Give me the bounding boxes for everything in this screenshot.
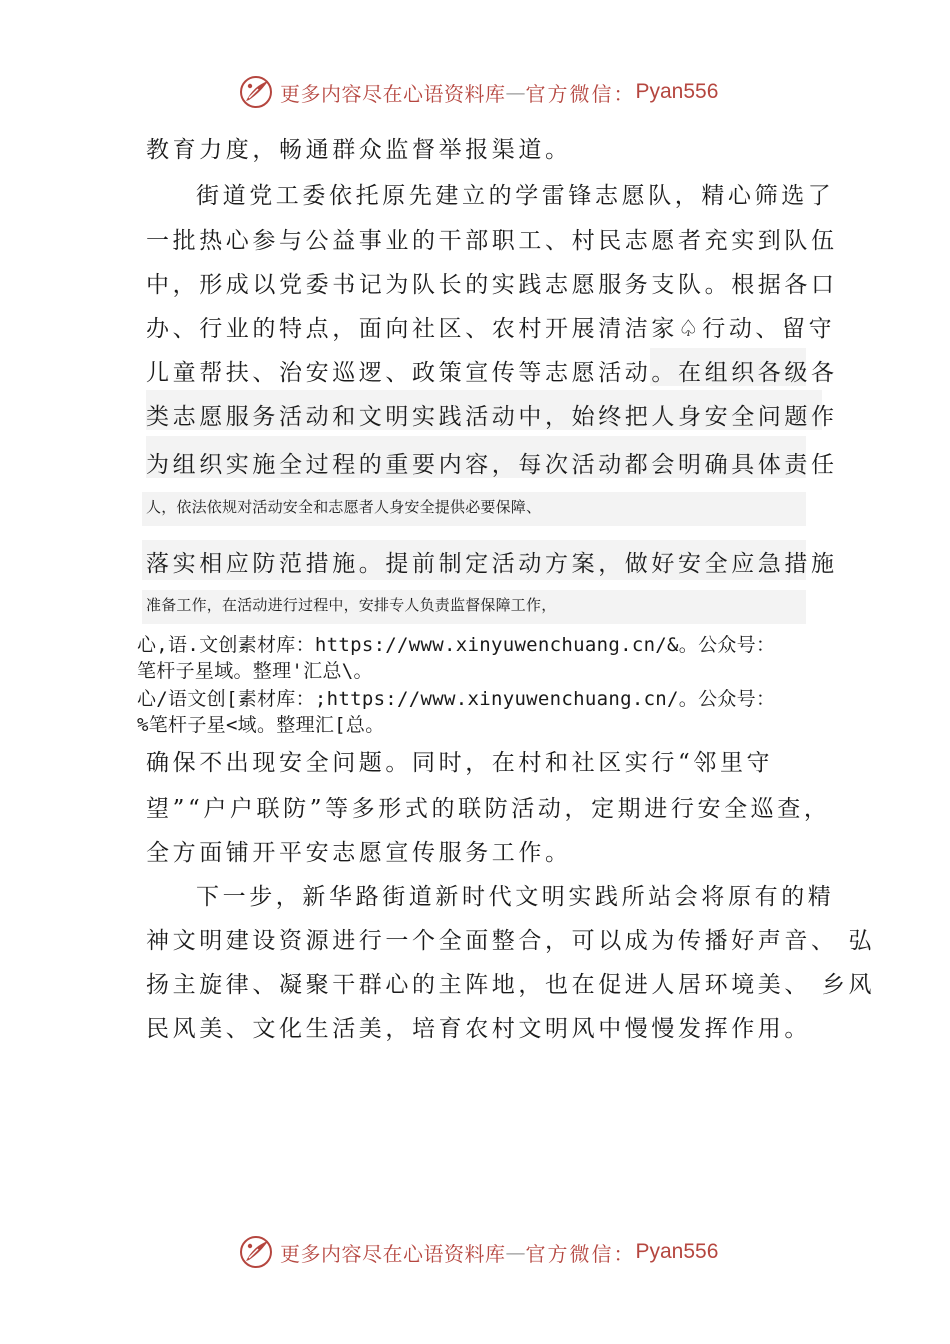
paragraph-line: 教育力度，畅通群众监督举报渠道。	[146, 137, 572, 163]
footer-separator: —	[505, 1240, 526, 1264]
pen-leaf-logo-icon	[238, 1234, 274, 1270]
header-wechat-label: 官方微信：	[525, 81, 636, 106]
footer-title: 更多内容尽在心语资料库	[280, 1241, 506, 1266]
source-watermark-line: %笔杆子星<域。整理汇[总。	[137, 714, 385, 736]
footer-wechat-id: Pyan556	[635, 1240, 719, 1263]
paragraph-line: 民风美、文化生活美，培育农村文明风中慢慢发挥作用。	[146, 1016, 811, 1042]
footer-banner	[238, 1234, 718, 1270]
small-print-line: 人，依法依规对活动安全和志愿者人身安全提供必要保障、	[146, 498, 542, 516]
small-print-line: 准备工作，在活动进行过程中，安排专人负责监督保障工作，	[146, 596, 557, 614]
pen-leaf-logo-icon	[238, 74, 274, 110]
footer-wechat-label: 官方微信：	[525, 1241, 636, 1266]
paragraph-line: 一批热心参与公益事业的干部职工、村民志愿者充实到队伍	[146, 228, 838, 254]
paragraph-line: 为组织实施全过程的重要内容，每次活动都会明确具体责任	[146, 452, 838, 478]
paragraph-line: 下一步，新华路街道新时代文明实践所站会将原有的精	[196, 884, 835, 910]
paragraph-line: 中，形成以党委书记为队长的实践志愿服务支队。根据各口	[146, 272, 838, 298]
header-title: 更多内容尽在心语资料库	[280, 81, 506, 106]
paragraph-line: 街道党工委依托原先建立的学雷锋志愿队，精心筛选了	[196, 183, 835, 209]
paragraph-line: 落实相应防范措施。提前制定活动方案，做好安全应急措施	[146, 551, 838, 577]
paragraph-line: 神文明建设资源进行一个全面整合，可以成为传播好声音、 弘	[146, 928, 876, 954]
header-separator: —	[505, 80, 526, 104]
paragraph-line: 办、行业的特点，面向社区、农村开展清洁家♤行动、留守	[146, 316, 836, 342]
source-watermark-line: 笔杆子星域。整理'汇总\。	[137, 660, 373, 682]
paragraph-line: 儿童帮扶、治安巡逻、政策宣传等志愿活动。在组织各级各	[146, 360, 838, 386]
paragraph-line: 全方面铺开平安志愿宣传服务工作。	[146, 840, 572, 866]
paragraph-line: 望”“户户联防”等多形式的联防活动，定期进行安全巡查，	[146, 796, 831, 822]
paragraph-line: 类志愿服务活动和文明实践活动中，始终把人身安全问题作	[146, 404, 838, 430]
paragraph-line: 确保不出现安全问题。同时，在村和社区实行“邻里守	[146, 750, 774, 776]
paragraph-line: 扬主旋律、凝聚干群心的主阵地，也在促进人居环境美、 乡风	[146, 972, 876, 998]
source-watermark-line: 心,语.文创素材库：https://www.xinyuwenchuang.cn/&。公众号：	[137, 634, 776, 656]
header-banner	[238, 74, 718, 110]
source-watermark-line: 心/语文创[素材库：;https://www.xinyuwenchuang.cn/。公众号：	[137, 688, 776, 710]
header-wechat-id: Pyan556	[635, 80, 719, 103]
